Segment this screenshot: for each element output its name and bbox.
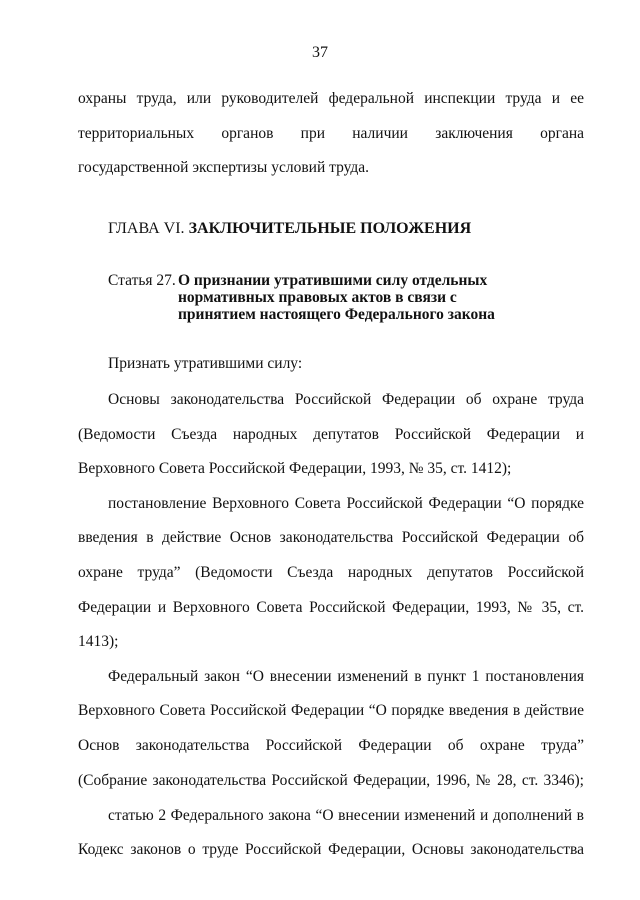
body-line-10: Федеральный закон “О внесении изменений в пункт 1 постановления xyxy=(108,668,584,685)
intro-line-3: государственной экспертизы условий труда. xyxy=(78,159,370,176)
page-number: 37 xyxy=(312,44,328,61)
article-title-line-1: О признании утратившими силу отдельных xyxy=(178,272,488,289)
body-line-7: охране труда” (Ведомости Съезда народных депутатов Российской xyxy=(78,564,584,581)
body-line-12: Основ законодательства Российской Федерации об охране труда” xyxy=(78,737,584,754)
body-line-2: Основы законодательства Российской Федерации об охране труда xyxy=(108,391,584,408)
body-line-14: статью 2 Федерального закона “О внесении изменений и дополнений в xyxy=(108,807,584,824)
chapter-title: ЗАКЛЮЧИТЕЛЬНЫЕ ПОЛОЖЕНИЯ xyxy=(188,220,472,237)
chapter-heading xyxy=(108,219,471,239)
article-title-line-3: принятием настоящего Федерального закона xyxy=(178,306,495,323)
body-line-13: (Собрание законодательства Российской Федерации, 1996, № 28, ст. 3346); xyxy=(78,772,584,789)
chapter-label: ГЛАВА VI. xyxy=(108,220,185,237)
body-line-11: Верховного Совета Российской Федерации “О порядке введения в действие xyxy=(78,702,584,719)
article-heading xyxy=(108,272,498,323)
body-line-1: Признать утратившими силу: xyxy=(108,355,303,372)
intro-line-2: территориальных органов при наличии заключения органа xyxy=(78,125,584,142)
body-line-8: Федерации и Верховного Совета Российской Федерации, 1993, № 35, ст. xyxy=(78,599,584,616)
body-line-3: (Ведомости Съезда народных депутатов Российской Федерации и xyxy=(78,426,584,443)
body-line-4: Верховного Совета Российской Федерации, 1993, № 35, ст. 1412); xyxy=(78,460,512,477)
body-line-5: постановление Верховного Совета Российской Федерации “О порядке xyxy=(108,495,584,512)
article-title xyxy=(178,272,498,323)
intro-line-1: охраны труда, или руководителей федеральной инспекции труда и ее xyxy=(78,90,584,107)
body-line-6: введения в действие Основ законодательства Российской Федерации об xyxy=(78,529,584,546)
body-line-15: Кодекс законов о труде Российской Федерации, Основы законодательства xyxy=(78,841,584,858)
article-label: Статья 27. xyxy=(108,272,176,289)
body-line-9: 1413); xyxy=(78,633,119,650)
article-title-line-2: нормативных правовых актов в связи с xyxy=(178,289,457,306)
